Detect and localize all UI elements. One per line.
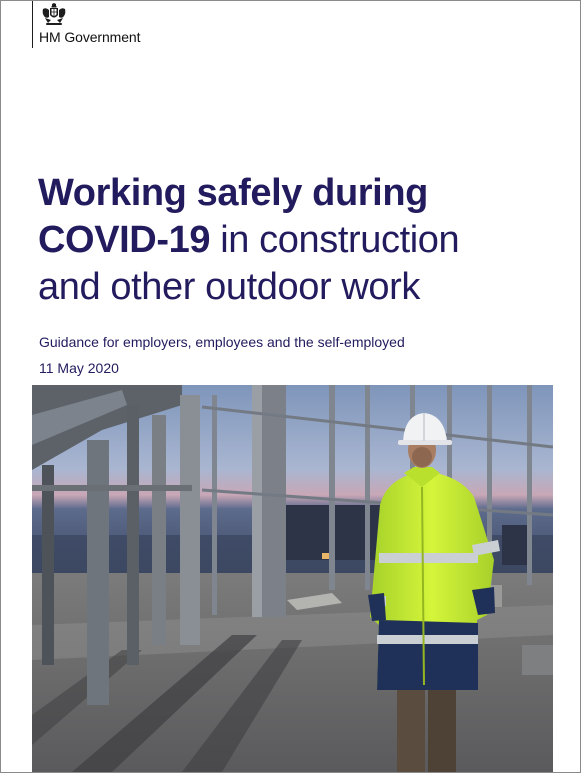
document-title [38,170,568,311]
title-line-1: Working safely during [38,172,428,214]
org-name: HM Government [39,29,141,45]
publication-date: 11 May 2020 [39,360,119,376]
title-line-3: and other outdoor work [38,266,420,308]
header-rule [32,1,33,48]
title-line-2-light: in construction [210,219,460,261]
document-subtitle: Guidance for employers, employees and the self-employed [39,334,405,350]
royal-coat-of-arms-icon [39,3,69,27]
title-line-2-bold: COVID-19 [38,219,211,261]
cover-photo-construction-worker [32,385,553,772]
